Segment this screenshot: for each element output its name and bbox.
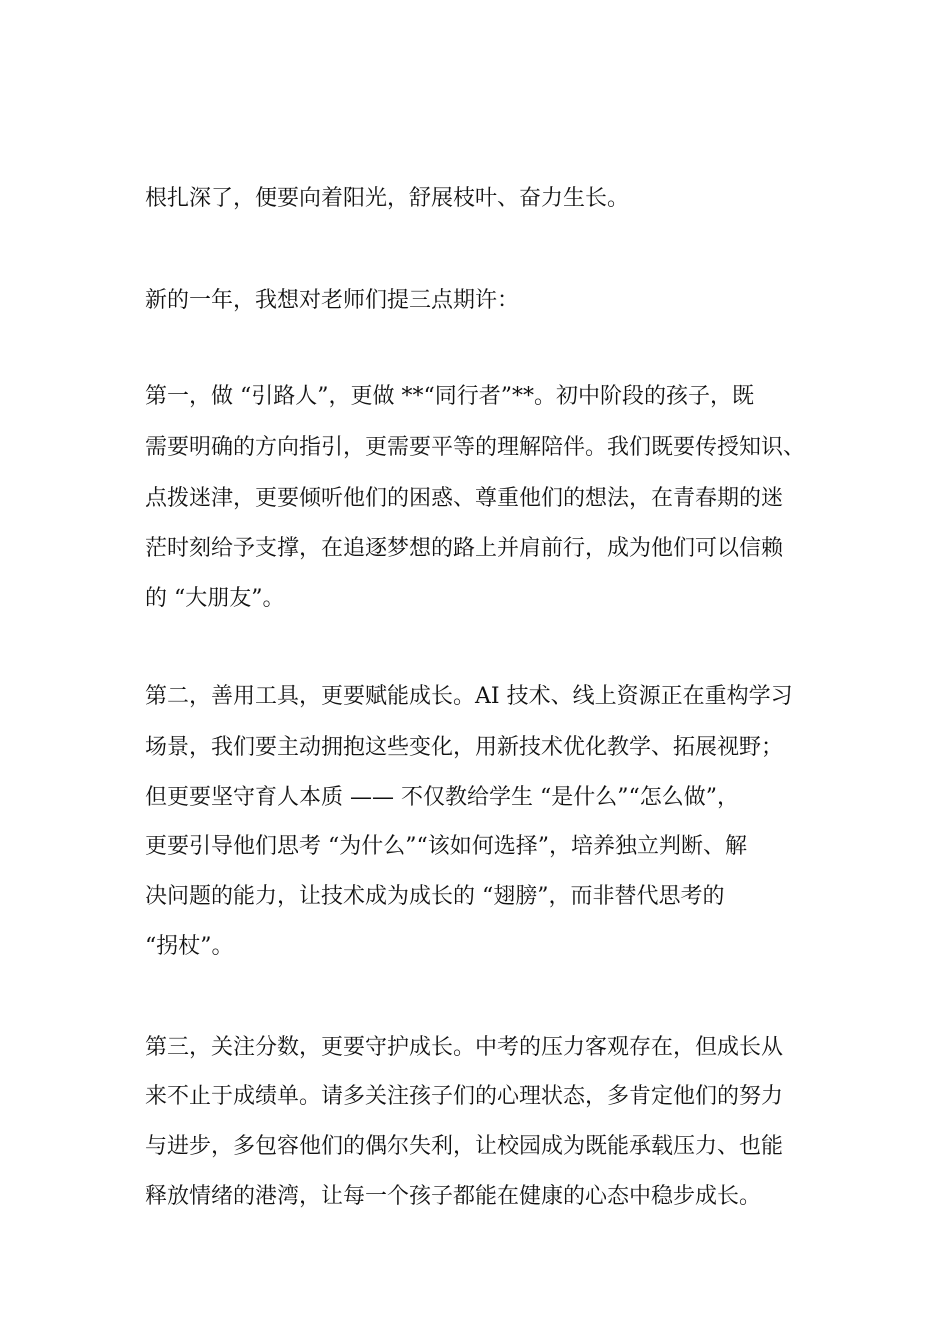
paragraph-4-line-1: 第二，善用工具，更要赋能成长。AI 技术、线上资源正在重构学习 bbox=[145, 684, 793, 709]
paragraph-4-line-3: 但更要坚守育人本质 —— 不仅教给学生 “是什么”“怎么做”， bbox=[145, 785, 739, 810]
paragraph-5-line-3: 与进步，多包容他们的偶尔失利，让校园成为既能承载压力、也能 bbox=[145, 1134, 784, 1159]
paragraph-4-line-4: 更要引导他们思考 “为什么”“该如何选择”，培养独立判断、解 bbox=[145, 834, 747, 859]
paragraph-3-line-2: 需要明确的方向指引，更需要平等的理解陪伴。我们既要传授知识、 bbox=[145, 435, 806, 460]
paragraph-3-line-1: 第一，做 “引路人”，更做 **“同行者”**。初中阶段的孩子，既 bbox=[145, 384, 754, 409]
paragraph-5-line-2: 来不止于成绩单。请多关注孩子们的心理状态，多肯定他们的努力 bbox=[145, 1084, 784, 1109]
paragraph-4-line-2: 场景，我们要主动拥抱这些变化，用新技术优化教学、拓展视野； bbox=[145, 735, 784, 760]
paragraph-2-line-1: 新的一年，我想对老师们提三点期许： bbox=[145, 288, 520, 313]
paragraph-4-line-5: 决问题的能力，让技术成为成长的 “翅膀”，而非替代思考的 bbox=[145, 884, 725, 909]
paragraph-3-line-4: 茫时刻给予支撑，在追逐梦想的路上并肩前行，成为他们可以信赖 bbox=[145, 536, 784, 561]
paragraph-1-line-1: 根扎深了，便要向着阳光，舒展枝叶、奋力生长。 bbox=[145, 186, 630, 211]
paragraph-5-line-1: 第三，关注分数，更要守护成长。中考的压力客观存在，但成长从 bbox=[145, 1035, 784, 1060]
paragraph-4-line-6: “拐杖”。 bbox=[145, 934, 234, 959]
paragraph-3-line-3: 点拨迷津，更要倾听他们的困惑、尊重他们的想法，在青春期的迷 bbox=[145, 486, 784, 511]
paragraph-5-line-4: 释放情绪的港湾，让每一个孩子都能在健康的心态中稳步成长。 bbox=[145, 1184, 762, 1209]
paragraph-3-line-5: 的 “大朋友”。 bbox=[145, 586, 285, 611]
